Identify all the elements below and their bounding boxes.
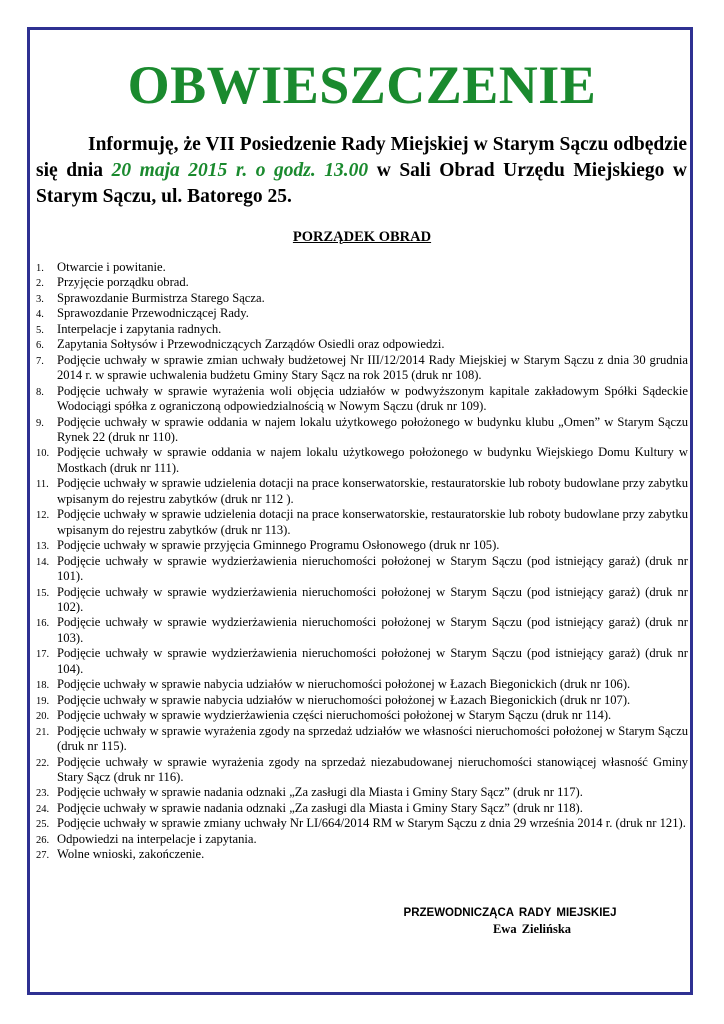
agenda-item-number: 12. [36, 510, 50, 522]
agenda-item-number: 14. [36, 556, 50, 568]
agenda-item-text: Podjęcie uchwały w sprawie wyrażenia woli objęcia udziałów w podwyższonym kapitale zakładowym Spółki Sądeckie Wodociągi spółka z ograniczoną odpowiedzialnością w Nowym Sączu (druk nr 109). [57, 383, 688, 414]
agenda-item-text: Podjęcie uchwały w sprawie wydzierżawienia nieruchomości położonej w Starym Sączu (pod istniejący garaż) (druk nr 104). [57, 646, 688, 676]
agenda-item [36, 507, 688, 538]
agenda-item-text: Otwarcie i powitanie. [57, 260, 166, 274]
page-title: OBWIESZCZENIE [127, 55, 597, 115]
agenda-item-text: Podjęcie uchwały w sprawie wyrażenia zgody na sprzedaż niezabudowanej nieruchomości stanowiącej własność Gminy Stary Sącz (druk nr 116). [57, 754, 688, 784]
agenda-item [36, 445, 688, 476]
agenda-item-number: 8. [36, 386, 44, 398]
agenda-item [36, 384, 688, 415]
agenda-item-number: 11. [36, 479, 49, 491]
agenda-item-text: Podjęcie uchwały w sprawie wyrażenia zgody na sprzedaż udziałów we własności nieruchomości położonej w Starym Sączu (druk nr 115). [57, 723, 688, 754]
agenda-item [36, 724, 688, 755]
agenda-item-text: Podjęcie uchwały w sprawie oddania w najem lokalu użytkowego położonego w budynku Wiejskiego Domu Kultury w Mostkach (druk nr 111). [57, 445, 688, 475]
agenda-item-number: 6. [36, 340, 44, 352]
agenda-item-text: Podjęcie uchwały w sprawie udzielenia dotacji na prace konserwatorskie, restauratorskie lub roboty budowlane przy zabytku wpisanym do rejestru zabytków (druk nr 113). [57, 507, 688, 537]
agenda-item-text: Podjęcie uchwały w sprawie wydzierżawienia nieruchomości położonej w Starym Sączu (pod istniejący garaż) (druk nr 101). [57, 553, 688, 584]
announcement-text [36, 132, 687, 210]
agenda-item [36, 847, 688, 862]
agenda-item-text: Podjęcie uchwały w sprawie oddania w najem lokalu użytkowego położonego w budynku klubu „Omen” w Starym Sączu Rynek 22 (druk nr 110). [57, 414, 688, 444]
agenda-item-text: Podjęcie uchwały w sprawie nadania odznaki „Za zasługi dla Miasta i Gminy Stary Sącz” (druk nr 118). [57, 800, 583, 815]
agenda-item-number: 20. [36, 711, 50, 723]
agenda-item-number: 1. [36, 263, 44, 274]
agenda-item-text: Zapytania Sołtysów i Przewodniczących Zarządów Osiedli oraz odpowiedzi. [57, 337, 445, 352]
agenda-item [36, 554, 688, 585]
agenda-item-number: 22. [36, 757, 50, 769]
agenda-item-number: 18. [36, 680, 50, 692]
agenda-item [36, 415, 688, 446]
agenda-item [36, 322, 688, 337]
agenda-item-number: 19. [36, 695, 50, 707]
agenda-item [36, 646, 688, 677]
agenda-item-text: Podjęcie uchwały w sprawie wydzierżawienia nieruchomości położonej w Starym Sączu (pod istniejący garaż) (druk nr 102). [57, 584, 688, 614]
agenda-item-number: 9. [36, 417, 44, 429]
agenda-item-text: Podjęcie uchwały w sprawie przyjęcia Gminnego Programu Osłonowego (druk nr 105). [57, 538, 500, 553]
meeting-date-time: 20 maja 2015 r. o godz. 13.00 [111, 160, 369, 181]
agenda-item [36, 755, 688, 786]
signature-title: PRZEWODNICZĄCA RADY MIEJSKIEJ [403, 907, 617, 919]
agenda-item-text: Odpowiedzi na interpelacje i zapytania. [57, 831, 257, 846]
agenda-item-number: 5. [36, 324, 44, 336]
agenda-item-number: 2. [36, 278, 44, 290]
agenda-item-text: Podjęcie uchwały w sprawie zmiany uchwały Nr LI/664/2014 RM w Starym Sączu z dnia 29 września 2014 r. (druk nr 121). [57, 816, 686, 831]
agenda-item-text: Przyjęcie porządku obrad. [57, 275, 189, 290]
agenda-item-number: 23. [36, 788, 50, 800]
agenda-item [36, 816, 688, 831]
agenda-item-number: 10. [36, 448, 50, 460]
agenda-list [36, 260, 688, 863]
agenda-item [36, 693, 688, 708]
agenda-item-number: 21. [36, 726, 50, 738]
agenda-item [36, 291, 688, 306]
agenda-item-text: Podjęcie uchwały w sprawie wydzierżawienia części nieruchomości położonej w Starym Sączu (druk nr 114). [57, 708, 612, 723]
agenda-item [36, 832, 688, 847]
agenda-item [36, 353, 688, 384]
agenda-item-number: 17. [36, 649, 50, 661]
agenda-item-text: Interpelacje i zapytania radnych. [57, 321, 222, 336]
agenda-item-text: Sprawozdanie Burmistrza Starego Sącza. [57, 290, 265, 305]
agenda-item [36, 476, 688, 507]
agenda-item-text: Podjęcie uchwały w sprawie nadania odznaki „Za zasługi dla Miasta i Gminy Stary Sącz” (druk nr 117). [57, 785, 583, 800]
agenda-item-number: 3. [36, 293, 44, 305]
agenda-item [36, 337, 688, 352]
agenda-item-number: 24. [36, 803, 50, 815]
agenda-item-number: 7. [36, 355, 44, 367]
agenda-item-text: Podjęcie uchwały w sprawie zmian uchwały budżetowej Nr III/12/2014 Rady Miejskiej w Starym Sączu z dnia 30 grudnia 2014 r. w sprawie uchwalenia budżetu Gminy Stary Sącz na rok 2015 (druk nr 108). [57, 352, 688, 383]
agenda-item-text: Podjęcie uchwały w sprawie nabycia udziałów w nieruchomości położonej w Łazach Biegonickich (druk nr 106). [57, 677, 631, 692]
agenda-item [36, 306, 688, 321]
agenda-item [36, 801, 688, 816]
agenda-item-text: Podjęcie uchwały w sprawie wydzierżawienia nieruchomości położonej w Starym Sączu (pod istniejący garaż) (druk nr 103). [57, 615, 688, 645]
agenda-item-number: 16. [36, 618, 50, 630]
agenda-item-number: 15. [36, 587, 50, 599]
agenda-item-text: Podjęcie uchwały w sprawie nabycia udziałów w nieruchomości położonej w Łazach Biegonickich (druk nr 107). [57, 692, 631, 707]
agenda-item-text: Wolne wnioski, zakończenie. [57, 847, 205, 862]
agenda-item-number: 26. [36, 834, 50, 846]
agenda-item-text: Sprawozdanie Przewodniczącej Rady. [57, 306, 249, 321]
agenda-item [36, 260, 688, 275]
agenda-item-number: 4. [36, 309, 44, 321]
agenda-item [36, 585, 688, 616]
announcement-place: w Sali Obrad Urzędu Miejskiego w Starym Sączu, ul. Batorego 25. [36, 160, 687, 207]
agenda-item [36, 275, 688, 290]
agenda-item [36, 538, 688, 553]
agenda-heading: PORZĄDEK OBRAD [292, 229, 432, 245]
agenda-item-number: 27. [36, 850, 50, 862]
announcement-lead: Informuję, że VII Posiedzenie Rady Miejskiej w Starym Sączu odbędzie się dnia [36, 134, 687, 181]
agenda-item [36, 677, 688, 692]
agenda-item [36, 785, 688, 800]
agenda-item-text: Podjęcie uchwały w sprawie udzielenia dotacji na prace konserwatorskie, restauratorskie lub roboty budowlane przy zabytku wpisanym do rejestru zabytków (druk nr 112 ). [57, 476, 688, 506]
agenda-item-number: 13. [36, 541, 50, 553]
agenda-item [36, 615, 688, 646]
agenda-item [36, 708, 688, 723]
signature-name: Ewa Zielińska [492, 922, 572, 936]
agenda-item-number: 25. [36, 819, 50, 831]
